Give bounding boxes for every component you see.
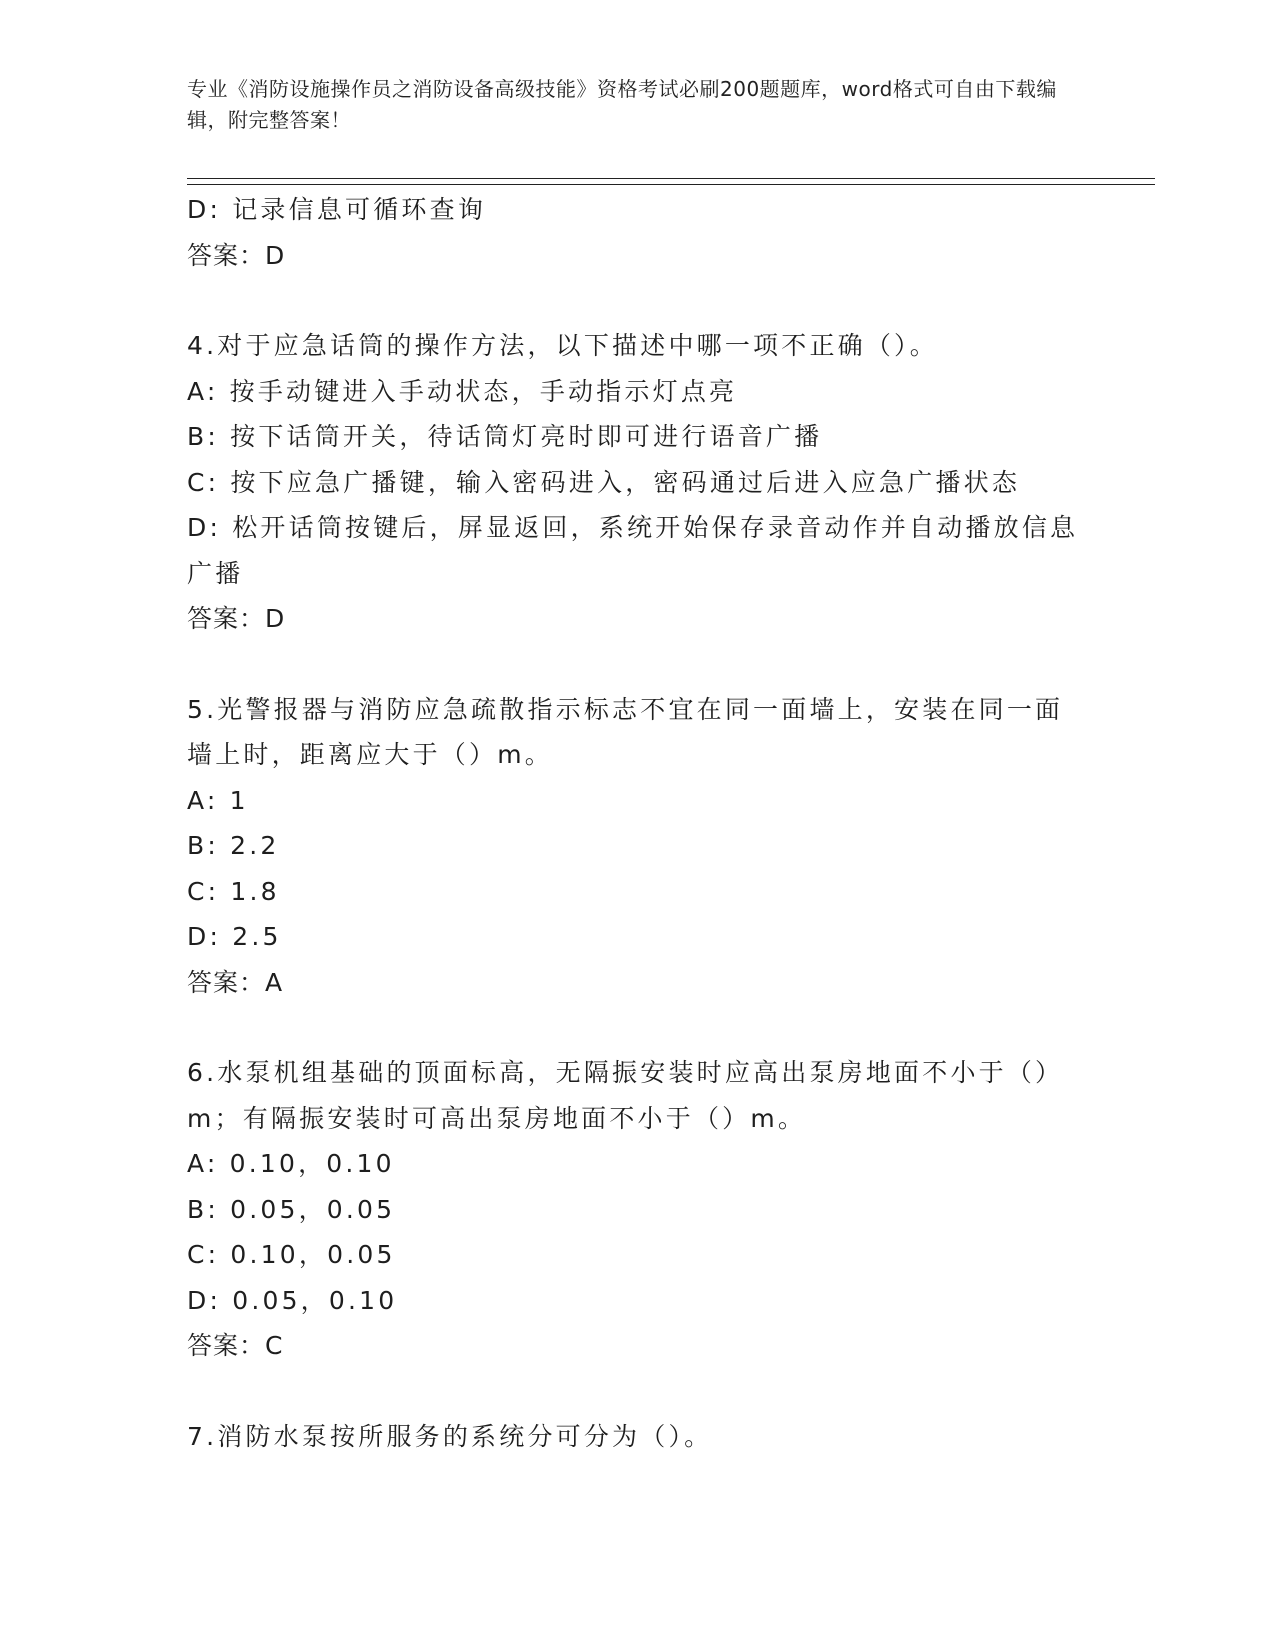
option-b: B: 按下话筒开关，待话筒灯亮时即可进行语音广播 [187,422,823,451]
option-b: B: 0.05，0.05 [187,1194,396,1224]
question-list [187,187,1087,1459]
question-stem: 7.消防水泵按所服务的系统分可分为（）。 [187,1421,713,1451]
option-a: A: 按手动键进入手动状态，手动指示灯点亮 [187,376,738,406]
question-stem: 4.对于应急话筒的操作方法，以下描述中哪一项不正确（）。 [187,331,938,360]
question-7 [187,1414,1087,1460]
question-6 [187,1050,1087,1369]
option-c: C: 1.8 [187,876,280,906]
question-5 [187,687,1087,1006]
spacer [187,278,1087,323]
option-c: C: 按下应急广播键，输入密码进入，密码通过后进入应急广播状态 [187,467,1021,497]
spacer [187,1005,1087,1050]
spacer [187,642,1087,687]
option-d: D: 松开话筒按键后，屏显返回，系统开始保存录音动作并自动播放信息广播 [187,513,1079,588]
option-c: C: 0.10，0.05 [187,1240,396,1269]
question-stem: 6.水泵机组基础的顶面标高，无隔振安装时应高出泵房地面不小于（）m；有隔振安装时可高出泵房地面不小于（）m。 [187,1058,1064,1133]
spacer [187,1369,1087,1414]
option-d: D: 0.05，0.10 [187,1285,398,1315]
option-d: D: 记录信息可循环查询 [187,195,487,224]
answer-line: 答案：A [187,967,284,997]
option-a: A: 0.10，0.10 [187,1149,395,1178]
answer-line: 答案：C [187,1331,284,1360]
header-divider-bottom [187,184,1155,185]
question-stem: 5.光警报器与消防应急疏散指示标志不宜在同一面墙上，安装在同一面墙上时，距离应大于（）m。 [187,694,1064,769]
answer-line: 答案：D [187,240,286,270]
option-a: A: 1 [187,785,249,815]
option-d: D: 2.5 [187,922,282,951]
question-4 [187,323,1087,642]
header-divider-top [187,178,1155,179]
option-b: B: 2.2 [187,831,280,860]
answer-line: 答案：D [187,604,286,633]
document-header: 专业《消防设施操作员之消防设备高级技能》资格考试必刷200题题库，word格式可自由下载编辑，附完整答案！ [187,77,1057,132]
